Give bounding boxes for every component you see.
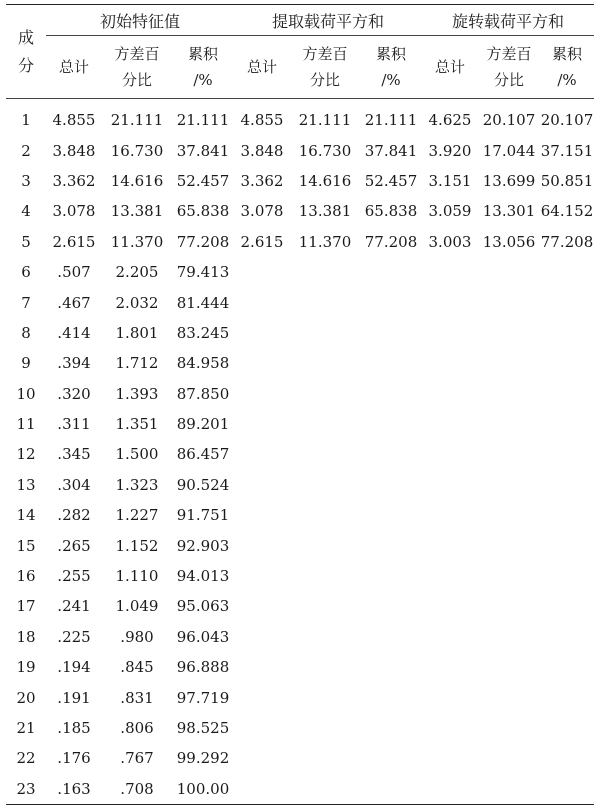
table-cell: 89.201	[176, 415, 230, 434]
table-cell: 3.848	[240, 141, 284, 160]
table-cell: .345	[57, 445, 91, 464]
table-row	[6, 196, 594, 226]
table-cell	[234, 439, 290, 469]
table-cell: 14.616	[110, 171, 164, 190]
table-cell	[478, 561, 540, 591]
table-cell	[478, 287, 540, 317]
table-cell	[234, 682, 290, 712]
col-header-cumulative	[172, 36, 234, 99]
col-header-cumulative-line-2: /%	[381, 71, 401, 89]
table-cell	[540, 287, 594, 317]
table-cell	[422, 470, 478, 500]
table-cell	[234, 743, 290, 773]
table-cell	[422, 774, 478, 805]
component-number-cell: 8	[21, 323, 31, 342]
component-number-cell: 18	[16, 627, 36, 646]
component-number-cell: 9	[21, 354, 31, 373]
table-cell: 50.851	[540, 171, 594, 190]
table-cell	[478, 470, 540, 500]
table-row	[6, 500, 594, 530]
table-cell	[360, 348, 422, 378]
component-number-cell: 22	[16, 749, 36, 768]
table-cell: 16.730	[110, 141, 164, 160]
col-header-total: 总计	[422, 36, 478, 99]
table-cell: 1.152	[115, 536, 159, 555]
component-header-line-2: 分	[17, 55, 34, 75]
table-cell: 21.111	[364, 111, 418, 130]
col-header-variance	[290, 36, 360, 99]
table-row	[6, 470, 594, 500]
table-cell	[290, 470, 360, 500]
table-cell	[422, 652, 478, 682]
col-header-cumulative-line-1: 累积	[375, 45, 406, 63]
table-cell	[540, 622, 594, 652]
table-cell: .304	[57, 475, 91, 494]
table-cell	[540, 439, 594, 469]
table-cell	[540, 774, 594, 805]
table-cell	[290, 379, 360, 409]
col-header-cumulative-line-2: /%	[193, 71, 213, 89]
component-number-cell: 13	[16, 475, 36, 494]
table-cell	[422, 743, 478, 773]
table-cell	[540, 530, 594, 560]
table-cell: 87.850	[176, 384, 230, 403]
table-cell: 65.838	[364, 202, 418, 221]
table-cell	[234, 652, 290, 682]
table-cell: 3.362	[52, 171, 96, 190]
table-cell: 37.151	[540, 141, 594, 160]
table-cell: 37.841	[176, 141, 230, 160]
table-cell	[422, 530, 478, 560]
table-row	[6, 287, 594, 317]
table-cell	[540, 652, 594, 682]
table-cell	[290, 652, 360, 682]
table-cell	[234, 622, 290, 652]
table-cell	[290, 530, 360, 560]
table-cell	[234, 379, 290, 409]
table-cell: 3.362	[240, 171, 284, 190]
table-cell	[540, 682, 594, 712]
table-cell	[234, 318, 290, 348]
table-cell: 91.751	[176, 506, 230, 525]
table-cell	[234, 530, 290, 560]
table-cell	[360, 591, 422, 621]
table-cell: 4.855	[240, 111, 284, 130]
table-row	[6, 591, 594, 621]
table-cell: .191	[57, 688, 91, 707]
table-cell	[422, 713, 478, 743]
table-cell: 64.152	[540, 202, 594, 221]
table-cell: 11.370	[110, 232, 164, 251]
table-cell: .163	[57, 779, 91, 798]
table-cell	[234, 470, 290, 500]
table-cell: 1.049	[115, 597, 159, 616]
table-cell: 86.457	[176, 445, 230, 464]
table-cell	[290, 713, 360, 743]
table-cell	[360, 652, 422, 682]
table-cell	[234, 409, 290, 439]
table-cell: 79.413	[176, 263, 230, 282]
col-header-cumulative-line-2: /%	[557, 71, 577, 89]
table-cell	[540, 348, 594, 378]
table-cell	[290, 348, 360, 378]
table-cell	[290, 591, 360, 621]
table-cell: .394	[57, 354, 91, 373]
col-header-variance-line-2: 分比	[121, 71, 152, 89]
table-cell: 1.801	[115, 323, 159, 342]
col-header-variance-line-1: 方差百	[114, 45, 160, 63]
table-cell: .320	[57, 384, 91, 403]
table-cell: 3.848	[52, 141, 96, 160]
table-cell: 2.205	[115, 263, 159, 282]
table-cell: .806	[120, 719, 154, 737]
col-header-variance	[102, 36, 172, 99]
table-cell	[478, 652, 540, 682]
table-cell	[290, 774, 360, 805]
table-cell: 3.151	[428, 171, 472, 190]
table-row	[6, 318, 594, 348]
component-number-cell: 11	[16, 415, 36, 434]
table-cell: .265	[57, 536, 91, 555]
table-cell	[540, 470, 594, 500]
table-cell	[360, 287, 422, 317]
table-row	[6, 622, 594, 652]
component-number-cell: 3	[21, 171, 31, 190]
table-cell	[540, 318, 594, 348]
table-cell: .225	[57, 627, 91, 646]
table-cell	[290, 318, 360, 348]
table-cell	[360, 561, 422, 591]
table-cell	[422, 379, 478, 409]
table-cell	[290, 682, 360, 712]
table-cell	[478, 439, 540, 469]
component-number-cell: 23	[16, 779, 36, 798]
component-header-line-1: 成	[17, 27, 34, 47]
component-number-cell: 5	[21, 232, 31, 251]
table-cell	[360, 439, 422, 469]
table-cell: 3.059	[428, 202, 472, 221]
table-cell	[234, 774, 290, 805]
table-cell: 13.301	[482, 202, 536, 221]
table-cell	[360, 743, 422, 773]
table-cell: 20.107	[540, 111, 594, 130]
table-cell: 90.524	[176, 475, 230, 494]
table-cell: .845	[120, 658, 154, 677]
table-cell: 1.393	[115, 384, 159, 403]
table-row	[6, 743, 594, 773]
table-cell	[360, 682, 422, 712]
table-cell: 1.712	[115, 354, 159, 373]
table-cell: 13.699	[482, 171, 536, 190]
table-cell: 1.323	[115, 475, 159, 494]
table-cell	[234, 500, 290, 530]
table-cell: .241	[57, 597, 91, 616]
table-cell: 11.370	[298, 232, 352, 251]
table-cell	[478, 530, 540, 560]
table-cell	[422, 409, 478, 439]
col-header-cumulative-line-1: 累积	[551, 45, 582, 63]
table-cell	[290, 287, 360, 317]
table-cell: 81.444	[176, 293, 230, 312]
table-cell: 1.110	[115, 567, 159, 586]
col-header-variance-line-2: 分比	[309, 71, 340, 89]
table-cell: 52.457	[364, 171, 418, 190]
table-cell	[540, 379, 594, 409]
table-cell: 21.111	[110, 111, 164, 130]
table-cell: 84.958	[176, 354, 230, 373]
table-row	[6, 135, 594, 165]
table-cell: 77.208	[176, 232, 230, 251]
table-cell	[422, 348, 478, 378]
col-header-variance	[478, 36, 540, 99]
component-number-cell: 7	[21, 293, 31, 312]
table-cell: 96.043	[176, 627, 230, 646]
table-cell: 13.381	[110, 202, 164, 221]
table-cell	[478, 348, 540, 378]
header-row-subcolumns	[6, 36, 594, 99]
table-header	[6, 5, 594, 99]
table-cell	[540, 561, 594, 591]
table-cell: 77.208	[540, 232, 594, 251]
table-row	[6, 348, 594, 378]
table-cell: 2.032	[115, 293, 159, 312]
table-cell: 3.003	[428, 232, 472, 251]
table-row	[6, 713, 594, 743]
table-cell: .507	[57, 263, 91, 282]
header-row-groups	[6, 5, 594, 36]
table-cell	[540, 713, 594, 743]
table-row	[6, 652, 594, 682]
table-cell	[360, 622, 422, 652]
table-cell	[540, 409, 594, 439]
table-cell: .185	[57, 719, 91, 737]
table-row	[6, 439, 594, 469]
table-cell: .467	[57, 293, 91, 312]
table-cell: 37.841	[364, 141, 418, 160]
table-cell: 65.838	[176, 202, 230, 221]
col-header-variance-line-2: 分比	[493, 71, 524, 89]
table-cell: 96.888	[176, 658, 230, 677]
table-cell	[478, 682, 540, 712]
component-number-cell: 10	[16, 384, 36, 403]
table-cell: .980	[120, 627, 154, 646]
table-cell: 3.078	[52, 202, 96, 221]
col-header-cumulative	[540, 36, 594, 99]
table-cell	[478, 774, 540, 805]
table-cell: 95.063	[176, 597, 230, 616]
group-header-extraction-loadings: 提取载荷平方和	[234, 5, 422, 36]
table-cell	[422, 439, 478, 469]
group-header-rotation-loadings: 旋转载荷平方和	[422, 5, 594, 36]
table-cell	[290, 409, 360, 439]
component-number-cell: 14	[16, 506, 36, 525]
table-cell: 97.719	[176, 688, 230, 707]
table-row	[6, 227, 594, 257]
col-header-variance-line-1: 方差百	[486, 45, 532, 63]
table-cell: 83.245	[176, 323, 230, 342]
table-cell	[360, 774, 422, 805]
table-cell	[360, 318, 422, 348]
table-cell	[422, 682, 478, 712]
table-cell	[478, 713, 540, 743]
table-cell: .708	[120, 779, 154, 798]
table-row	[6, 379, 594, 409]
table-cell	[234, 561, 290, 591]
table-cell	[360, 409, 422, 439]
table-cell: .255	[57, 567, 91, 586]
table-cell: 4.625	[428, 111, 472, 130]
table-cell	[360, 379, 422, 409]
group-header-initial-eigenvalues: 初始特征值	[46, 5, 234, 36]
table-cell	[290, 439, 360, 469]
table-cell	[290, 257, 360, 287]
component-number-cell: 21	[16, 719, 36, 737]
col-header-cumulative	[360, 36, 422, 99]
table-cell: 16.730	[298, 141, 352, 160]
table-cell	[234, 591, 290, 621]
col-header-variance-line-1: 方差百	[302, 45, 348, 63]
component-number-cell: 6	[21, 263, 31, 282]
component-number-cell: 1	[21, 111, 31, 130]
table-cell	[290, 743, 360, 773]
table-cell: 100.00	[176, 779, 230, 798]
table-cell	[290, 561, 360, 591]
table-row	[6, 682, 594, 712]
table-row	[6, 409, 594, 439]
table-body	[6, 99, 594, 805]
table-cell	[478, 743, 540, 773]
table-cell	[360, 500, 422, 530]
table-cell: 1.351	[115, 415, 159, 434]
col-header-cumulative-line-1: 累积	[187, 45, 218, 63]
table-cell	[290, 500, 360, 530]
table-cell	[360, 470, 422, 500]
table-cell	[422, 287, 478, 317]
table-cell	[422, 318, 478, 348]
table-cell	[360, 257, 422, 287]
table-cell	[234, 348, 290, 378]
table-cell	[422, 257, 478, 287]
table-cell	[290, 622, 360, 652]
table-cell: 13.381	[298, 202, 352, 221]
table-cell	[360, 530, 422, 560]
table-cell: 13.056	[482, 232, 536, 251]
table-row	[6, 530, 594, 560]
table-cell	[422, 591, 478, 621]
table-cell	[360, 713, 422, 743]
table-cell: 3.078	[240, 202, 284, 221]
table-cell: .414	[57, 323, 91, 342]
table-cell: 20.107	[482, 111, 536, 130]
table-cell: 92.903	[176, 536, 230, 555]
table-row	[6, 166, 594, 196]
table-cell	[422, 500, 478, 530]
component-number-cell: 2	[21, 141, 31, 160]
table-row	[6, 99, 594, 136]
table-cell: .831	[120, 688, 154, 707]
table-cell	[422, 561, 478, 591]
table-cell: 94.013	[176, 567, 230, 586]
table-cell	[540, 257, 594, 287]
table-cell	[422, 622, 478, 652]
table-cell: 2.615	[240, 232, 284, 251]
table-cell: .194	[57, 658, 91, 677]
table-row	[6, 257, 594, 287]
table-cell	[234, 287, 290, 317]
table-cell	[478, 591, 540, 621]
table-row	[6, 774, 594, 805]
table-cell: .282	[57, 506, 91, 525]
table-cell	[478, 318, 540, 348]
table-cell	[478, 379, 540, 409]
table-cell: 3.920	[428, 141, 472, 160]
component-header	[6, 5, 46, 99]
table-cell: .311	[57, 415, 91, 434]
table-cell: .767	[120, 749, 154, 768]
table-cell	[234, 713, 290, 743]
table-cell	[478, 257, 540, 287]
table-cell: 77.208	[364, 232, 418, 251]
col-header-total: 总计	[234, 36, 290, 99]
component-number-cell: 17	[16, 597, 36, 616]
component-number-cell: 15	[16, 536, 36, 555]
col-header-total: 总计	[46, 36, 102, 99]
table-cell: 52.457	[176, 171, 230, 190]
table-cell: 4.855	[52, 111, 96, 130]
table-row	[6, 561, 594, 591]
table-cell	[540, 743, 594, 773]
component-number-cell: 16	[16, 567, 36, 586]
table-cell: 14.616	[298, 171, 352, 190]
table-cell	[234, 257, 290, 287]
table-cell: 17.044	[482, 141, 536, 160]
table-cell: 2.615	[52, 232, 96, 251]
table-cell: .176	[57, 749, 91, 768]
table-cell	[478, 500, 540, 530]
component-number-cell: 19	[16, 658, 36, 677]
table-cell: 1.227	[115, 506, 159, 525]
table-cell	[478, 409, 540, 439]
table-cell	[478, 622, 540, 652]
variance-explained-table	[6, 4, 594, 805]
table-cell: 99.292	[176, 749, 230, 768]
component-number-cell: 4	[21, 202, 31, 221]
table-cell	[540, 500, 594, 530]
table-cell	[540, 591, 594, 621]
table-cell: 1.500	[115, 445, 159, 464]
table-cell: 21.111	[176, 111, 230, 130]
table-cell: 98.525	[176, 719, 230, 737]
component-number-cell: 20	[16, 688, 36, 707]
component-number-cell: 12	[16, 445, 36, 464]
table-cell: 21.111	[298, 111, 352, 130]
